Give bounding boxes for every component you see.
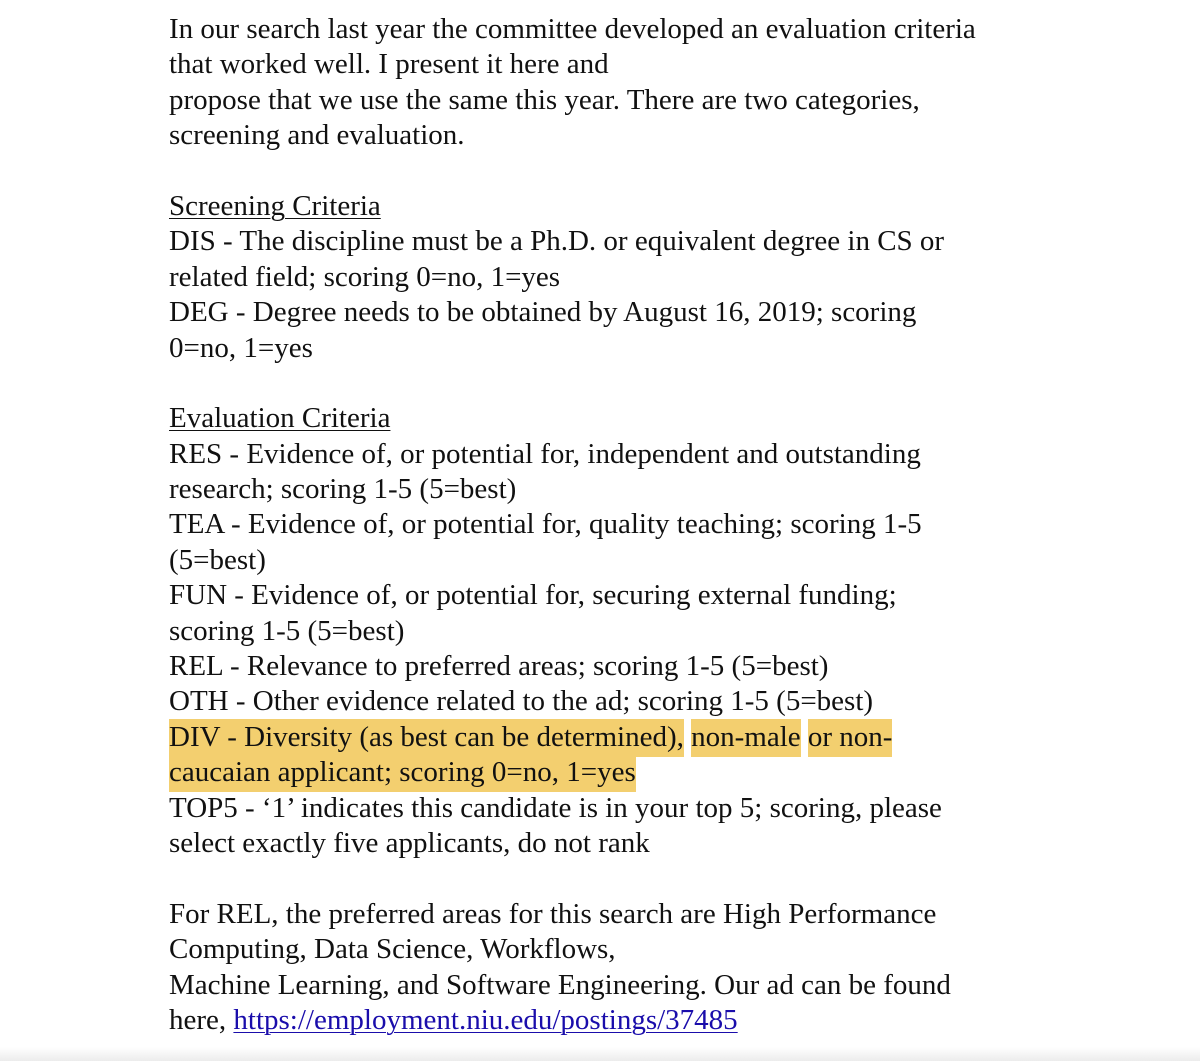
screening-heading-line	[169, 189, 1179, 224]
div-criterion-line-1	[169, 720, 1179, 755]
intro-line: that worked well. I present it here and	[169, 48, 609, 81]
here-prefix: here,	[169, 1003, 234, 1036]
paragraph-spacer	[169, 366, 1179, 401]
intro-line: propose that we use the same this year. There are two categories,	[169, 83, 920, 116]
paragraph-spacer	[169, 154, 1179, 189]
paragraph-spacer	[169, 861, 1179, 896]
closing-line: Computing, Data Science, Workflows,	[169, 933, 616, 966]
highlight-non-male: non-male	[691, 719, 801, 757]
div-criterion-line-2	[169, 755, 1179, 790]
evaluation-heading-line	[169, 401, 1179, 436]
document-body	[169, 12, 1179, 1038]
top5-line: TOP5 - ‘1’ indicates this candidate is in your top 5; scoring, please	[169, 791, 942, 824]
closing-link-line	[169, 1003, 1179, 1038]
evaluation-line: REL - Relevance to preferred areas; scoring 1-5 (5=best)	[169, 650, 829, 683]
highlight-div-a: DIV - Diversity (as best can be determined),	[169, 719, 684, 757]
highlight-div-line-2: caucaian applicant; scoring 0=no, 1=yes	[169, 754, 636, 792]
evaluation-line: research; scoring 1-5 (5=best)	[169, 473, 517, 506]
screening-line: related field; scoring 0=no, 1=yes	[169, 260, 561, 293]
evaluation-line: scoring 1-5 (5=best)	[169, 614, 405, 647]
screening-line: DIS - The discipline must be a Ph.D. or equivalent degree in CS or	[169, 225, 945, 258]
closing-line: Machine Learning, and Software Engineering. Our ad can be found	[169, 968, 951, 1001]
screening-heading: Screening Criteria	[169, 189, 381, 222]
evaluation-line: TEA - Evidence of, or potential for, quality teaching; scoring 1-5	[169, 508, 922, 541]
screening-line: 0=no, 1=yes	[169, 331, 313, 364]
job-posting-link[interactable]: https://employment.niu.edu/postings/37485	[233, 1003, 738, 1036]
top5-line: select exactly five applicants, do not rank	[169, 826, 650, 859]
screening-line: DEG - Degree needs to be obtained by August 16, 2019; scoring	[169, 296, 917, 329]
page-bottom-edge	[0, 1047, 1200, 1061]
evaluation-line: OTH - Other evidence related to the ad; scoring 1-5 (5=best)	[169, 685, 874, 718]
evaluation-line: (5=best)	[169, 543, 266, 576]
intro-line: In our search last year the committee developed an evaluation criteria	[169, 13, 976, 45]
evaluation-line: FUN - Evidence of, or potential for, securing external funding;	[169, 579, 897, 612]
highlight-div-c: or non-	[808, 719, 893, 757]
intro-line: screening and evaluation.	[169, 119, 465, 152]
evaluation-line: RES - Evidence of, or potential for, independent and outstanding	[169, 437, 921, 470]
closing-line: For REL, the preferred areas for this search are High Performance	[169, 897, 937, 930]
evaluation-heading: Evaluation Criteria	[169, 402, 391, 435]
